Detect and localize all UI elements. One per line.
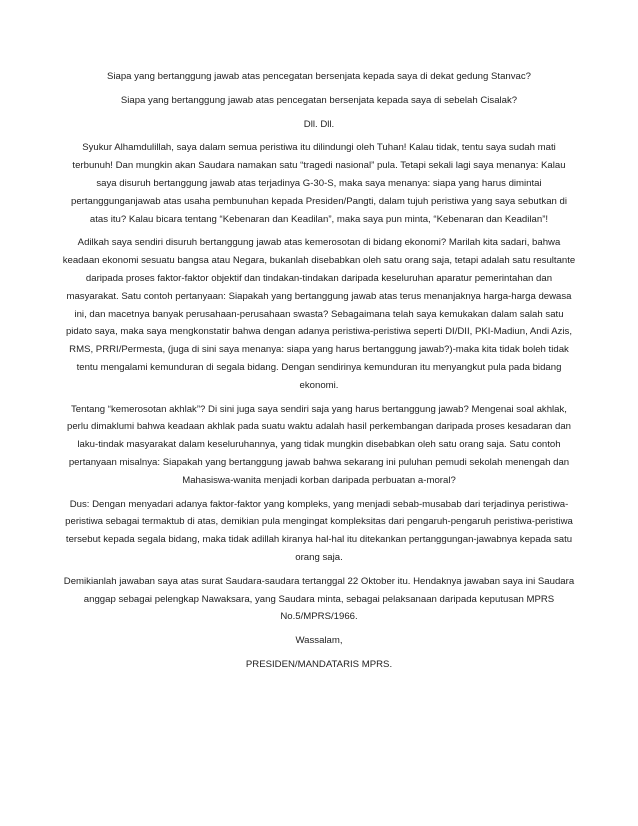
paragraph-akhlak: Tentang “kemerosotan akhlak”? Di sini juga saya sendiri saja yang harus bertanggung jawab? Mengenai soal akhlak, perlu dimaklumi bahwa keadaan akhlak pada suatu waktu adalah hasil perkembangan daripada proses kesadaran dan laku-tindak masyarakat dalam keseluruhannya, yang tidak mungkin disebabkan oleh satu orang saja. Satu contoh pertanyaan misalnya: Siapakah yang bertanggung jawab bahwa sekarang ini puluhan pemudi sekolah menengah dan Mahasiswa-wanita menjadi korban daripada perbuatan a-moral?	[66, 403, 571, 486]
paragraph-ekonomi: Adilkah saya sendiri disuruh bertanggung jawab atas kemerosotan di bidang ekonomi? Marilah kita sadari, bahwa keadaan ekonomi sesuatu bangsa atau Negara, bukanlah disebabkan oleh satu orang saja, tetapi adalah satu resultante daripada proses faktor-faktor objektif dan tindakan-tindakan daripada keseluruhan aparatur pemerintahan dan masyarakat. Satu contoh pertanyaan: Siapakah yang bertanggung jawab atas terus menanjaknya harga-harga dewasa ini, dan macetnya banyak perusahaan-perusahaan swasta? Sebagaimana telah saya kemukakan dalam salah satu pidato saya, maka saya mengkonstatir bahwa dengan adanya peristiwa-peristiwa seperti DI/DII, PKI-Madiun, Andi Azis, RMS, PRRI/Permesta, (juga di sini saya menanya: siapa yang harus bertanggung jawab?)-maka kita tidak boleh tidak tentu mengalami kemunduran di segala bidang. Dengan sendirinya kemunduran itu menyangkut pula pada bidang ekonomi.	[62, 237, 576, 391]
paragraph-demikian: Demikianlah jawaban saya atas surat Saudara-saudara tertanggal 22 Oktober itu. Hendaknya jawaban saya ini Saudara anggap sebagai pelengkap Nawaksara, yang Saudara minta, sebagai pelaksanaan daripada keputusan MPRS No.5/MPRS/1966.	[63, 575, 575, 623]
etcetera-line: Dll. Dll.	[303, 118, 335, 130]
paragraph-dus: Dus: Dengan menyadari adanya faktor-faktor yang kompleks, yang menjadi sebab-musabab dari terjadinya peristiwa-peristiwa sebagai termaktub di atas, demikian pula mengingat kompleksitas dari pengaruh-pengaruh peristiwa-peristiwa tersebut kepada segala bidang, maka tidak adillah kiranya hal-hal itu ditekankan pertanggungan-jawabnya kepada satu orang saja.	[65, 498, 573, 563]
paragraph-syukur: Syukur Alhamdulillah, saya dalam semua peristiwa itu dilindungi oleh Tuhan! Kalau tidak, tentu saya sudah mati terbunuh! Dan mungkin akan Saudara namakan satu “tragedi nasional” pula. Tetapi sekali lagi saya menanya: Kalau saya disuruh bertanggung jawab atas terjadinya G-30-S, maka saya menanya: siapa yang harus dimintai pertanggunganjawab atas usaha pembunuhan kepada Presiden/Pangti, dalam tujuh peristiwa yang saya sebutkan di atas itu? Kalau bicara tentang “Kebenaran dan Keadilan”, maka saya pun minta, “Kebenaran dan Keadilan”!	[70, 142, 568, 225]
question-stanvac: Siapa yang bertanggung jawab atas pencegatan bersenjata kepada saya di dekat gedung Stanvac?	[106, 71, 532, 82]
closing-salutation: Wassalam,	[295, 635, 343, 647]
question-cisalak: Siapa yang bertanggung jawab atas pencegatan bersenjata kepada saya di sebelah Cisalak?	[120, 94, 518, 106]
signature-title: PRESIDEN/MANDATARIS MPRS.	[245, 658, 393, 670]
